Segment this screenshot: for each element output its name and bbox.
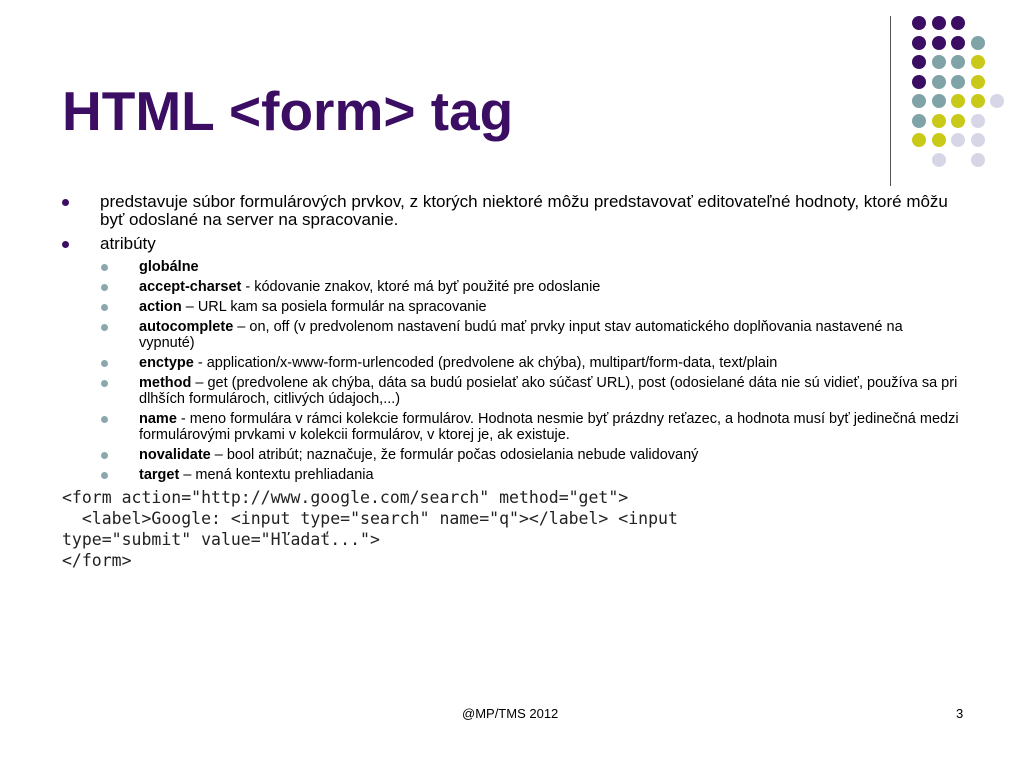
vertical-divider <box>890 16 891 186</box>
decorative-dot <box>912 114 926 128</box>
decorative-dot <box>990 94 1004 108</box>
slide-content <box>62 193 962 571</box>
decorative-dot <box>951 16 965 30</box>
attribute-item <box>62 299 962 315</box>
attribute-item <box>62 355 962 371</box>
code-line: <label>Google: <input type="search" name="q"></label> <input <box>62 509 678 528</box>
attribute-desc: – on, off (v predvolenom nastavení budú mať prvky input stav automatického doplňovania nastavené na vypnuté) <box>139 319 903 351</box>
decorative-dot <box>932 133 946 147</box>
decorative-dot <box>971 133 985 147</box>
code-line: <form action="http://www.google.com/search" method="get"> <box>62 488 629 507</box>
bullet-text: atribúty <box>100 234 156 253</box>
attribute-item <box>62 467 962 483</box>
attribute-desc: – bool atribút; naznačuje, že formulár počas odosielania nebude validovaný <box>210 447 699 463</box>
sub-bullet-icon <box>101 264 108 271</box>
attribute-name: name <box>139 411 177 427</box>
decorative-dot <box>951 133 965 147</box>
attribute-desc: - kódovanie znakov, ktoré má byť použité pre odoslanie <box>241 279 601 295</box>
decorative-dot <box>971 55 985 69</box>
attribute-item <box>62 279 962 295</box>
decorative-dot <box>971 153 985 167</box>
bullet-icon <box>62 241 69 248</box>
attribute-item <box>62 447 962 463</box>
attribute-item <box>62 319 962 351</box>
decorative-dot <box>912 133 926 147</box>
sub-bullet-icon <box>101 284 108 291</box>
page-number: 3 <box>956 706 964 721</box>
code-example <box>62 487 962 571</box>
decorative-dot <box>932 153 946 167</box>
attribute-name: enctype <box>139 355 194 371</box>
decorative-dot <box>932 36 946 50</box>
attribute-list <box>62 259 962 483</box>
attribute-name: action <box>139 299 182 315</box>
sub-bullet-icon <box>101 360 108 367</box>
attribute-desc: – mená kontextu prehliadania <box>179 467 374 483</box>
decorative-dot <box>912 55 926 69</box>
bullet-text: predstavuje súbor formulárových prvkov, z ktorých niektoré môžu predstavovať editovateľné hodnoty, ktoré môžu byť odoslané na server na spracovanie. <box>100 192 948 229</box>
attribute-name: novalidate <box>139 447 211 463</box>
attribute-item <box>62 259 962 275</box>
decorative-dot <box>912 94 926 108</box>
sub-bullet-icon <box>101 324 108 331</box>
decorative-dot <box>951 75 965 89</box>
decorative-dot <box>951 55 965 69</box>
decorative-dot <box>971 114 985 128</box>
bullet-icon <box>62 199 69 206</box>
slide-title: HTML <form> tag <box>62 80 514 142</box>
decorative-dot <box>932 55 946 69</box>
bullet-item <box>62 235 962 253</box>
sub-bullet-icon <box>101 304 108 311</box>
decorative-dot <box>971 94 985 108</box>
sub-bullet-icon <box>101 472 108 479</box>
sub-bullet-icon <box>101 452 108 459</box>
attribute-item <box>62 375 962 407</box>
code-line: </form> <box>62 551 132 570</box>
attribute-desc: – get (predvolene ak chýba, dáta sa budú posielať ako súčasť URL), post (odosielané dáta nie sú vidieť, používa sa pri dlhších formulároch, citlivých údajoch,...) <box>139 375 958 407</box>
attribute-desc: - application/x-www-form-urlencoded (predvolene ak chýba), multipart/form-data, text/plain <box>193 355 778 371</box>
code-line: type="submit" value="Hľadať..."> <box>62 530 380 549</box>
bullet-item <box>62 193 962 229</box>
decorative-dot <box>912 16 926 30</box>
attribute-name: target <box>139 467 180 483</box>
decorative-dot <box>932 75 946 89</box>
decorative-dot <box>932 16 946 30</box>
attribute-name: accept-charset <box>139 279 242 295</box>
attribute-name: globálne <box>139 259 199 275</box>
attribute-item <box>62 411 962 443</box>
decorative-dot <box>971 36 985 50</box>
attribute-name: method <box>139 375 192 391</box>
decorative-dot <box>971 75 985 89</box>
decorative-dot <box>951 36 965 50</box>
attribute-desc: - meno formulára v rámci kolekcie formulárov. Hodnota nesmie byť prázdny reťazec, a hodnota musí byť jedinečná medzi formulárovými prvkami v kolekcii formulárov, v ktorej je, ak existuje. <box>139 411 959 443</box>
decorative-dot <box>912 36 926 50</box>
sub-bullet-icon <box>101 380 108 387</box>
footer-text: @MP/TMS 2012 <box>462 706 559 721</box>
attribute-name: autocomplete <box>139 319 234 335</box>
decorative-dot <box>932 94 946 108</box>
decorative-dot <box>951 94 965 108</box>
sub-bullet-icon <box>101 416 108 423</box>
decorative-dot <box>932 114 946 128</box>
decorative-dot <box>951 114 965 128</box>
attribute-desc: – URL kam sa posiela formulár na spracovanie <box>181 299 487 315</box>
decorative-dot <box>912 75 926 89</box>
